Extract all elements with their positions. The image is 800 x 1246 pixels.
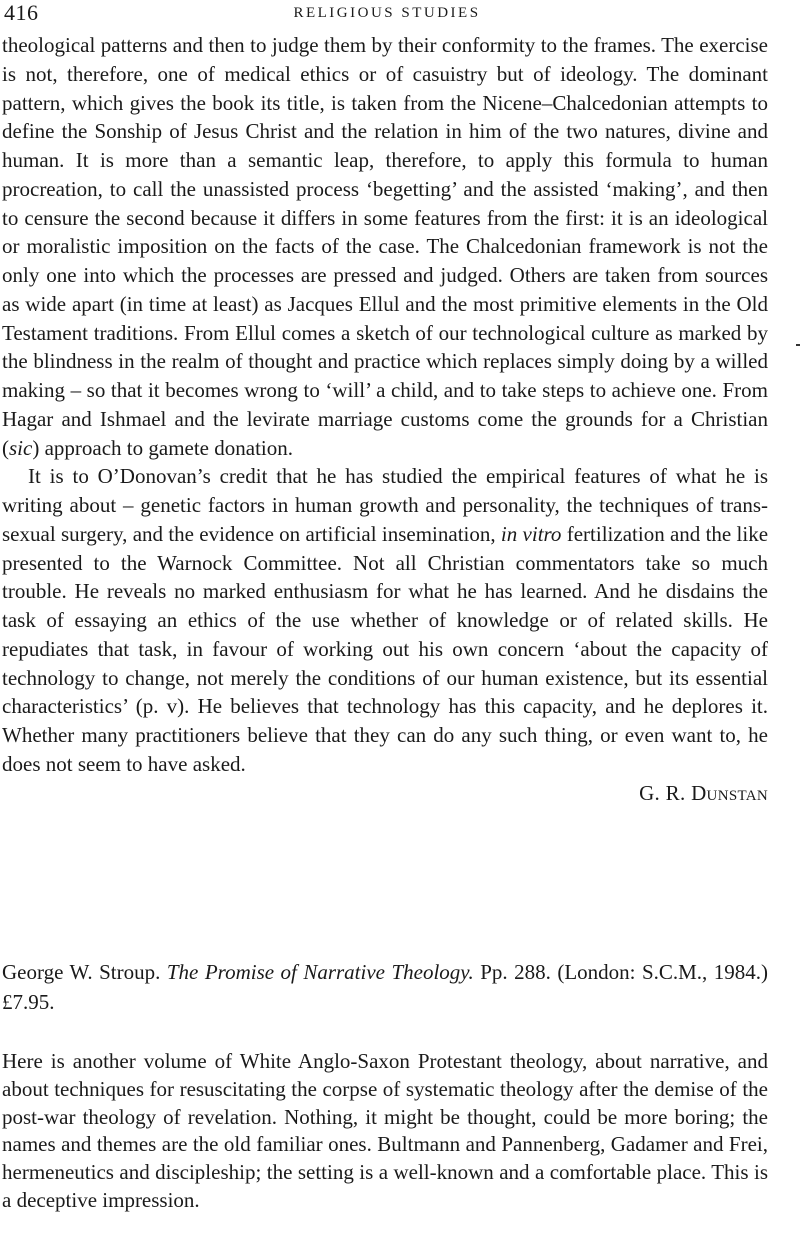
sic-italic: sic: [9, 435, 33, 460]
page-number: 416: [4, 0, 39, 25]
paragraph-text-rest: fertilization and the like presented to the Warnock Committee. Not all Christian commentators take so much trouble. He reveals no marked enthusiasm for what he has learned. And he disdains the task of essaying an ethics of the use whether of knowledge or of related skills. He repudiates that task, in favour of working out his own concern ‘about the capacity of technology to change, not merely the conditions of our human existence, but its essential characteristics’ (p. v). He believes that technology has this capacity, and he deplores it. Whether many practitioners believe that they can do any such thing, or even want to, he does not seem to have asked.: [2, 521, 769, 776]
running-head: [2, 0, 772, 26]
review-continued: [2, 31, 768, 807]
review-paragraph: [2, 462, 768, 778]
paragraph-text: It is to O’Donovan’s credit that he has studied the empirical features of what he is writing about – genetic factors in human growth and personality, the techniques of trans-sexual surgery, and the evidence on artificial insemination,: [2, 464, 768, 546]
in-vitro-italic: in vitro: [500, 521, 562, 546]
reviewer-signature: [2, 779, 768, 808]
review-body: [2, 1048, 768, 1215]
review-paragraph: theological patterns and then to judge them by their conformity to the frames. The exercise is not, therefore, one of medical ethics or of casuistry but of ideology. The dominant pattern, which gives the book its title, is taken from the Nicene–Chalcedonian attempts to define the Sonship of Jesus Christ and the relation in him of the two natures, divine and human. It is more than a semantic leap, therefore, to apply this formula to human procreation, to call the unassisted process ‘begetting’ and the assisted ‘making’, and then to censure the second because it differs in some features from the first: it is an ideological or moralistic imposition on the facts of the case. The Chalcedonian framework is not the only one into which the processes are pressed and judged. Others are taken from sources as wide apart (in time at least) as Jacques Ellul and the most primitive elements in the Old Testament traditions. From Ellul comes a sketch of our technological culture as marked by the blindness in the realm of thought and practice which replaces simply doing by a willed making – so that it becomes wrong to ‘will’ a child, and to take steps to achieve one. From Hagar and Ishmael and the levirate marriage customs come the grounds for a Christian (sic) approach to gamete donation.: [2, 33, 768, 460]
reviewer-surname: Dunstan: [691, 780, 768, 805]
book-title: The Promise of Narrative Theology.: [166, 960, 474, 984]
review-paragraph: Here is another volume of White Anglo-Saxon Protestant theology, about narrative, and about techniques for resuscitating the corpse of systematic theology after the demise of the post-war theology of revelation. Nothing, it might be thought, could be more boring; the names and themes are the old familiar ones. Bultmann and Pannenberg, Gadamer and Frei, hermeneutics and discipleship; the setting is a well-known and a comfortable place. This is a deceptive impression.: [2, 1049, 768, 1212]
citation-line: [2, 957, 768, 1017]
book-author: George W. Stroup.: [2, 960, 161, 984]
paragraph-text-end: approach to gamete donation.: [44, 435, 293, 460]
reviewer-initials: G. R.: [639, 780, 686, 805]
journal-title: RELIGIOUS STUDIES: [293, 5, 481, 21]
book-citation: [2, 957, 768, 1017]
paragraph-text: theological patterns and then to judge them by their conformity to the frames. The exercise is not, therefore, one of medical ethics or of casuistry but of ideology. The dominant pattern, which gives the book its title, is taken from the Nicene–Chalcedonian attempts to define the Sonship of Jesus Christ and the relation in him of the two natures, divine and human. It is more than a semantic leap, therefore, to apply this formula to human procreation, to call the unassisted process ‘begetting’ and the assisted ‘making’, and then to censure the second because it differs in some features from the first: it is an ideological or moralistic imposition on the facts of the case. The Chalcedonian framework is not the only one into which the processes are pressed and judged. Others are taken from sources as wide apart (in time at least) as Jacques Ellul and the most primitive elements in the Old Testament traditions. From Ellul comes a sketch of our technological culture as marked by the blindness in the realm of thought and practice which replaces simply doing by a willed making – so that it becomes wrong to ‘will’ a child, and to take steps to achieve one. From Hagar and Ishmael and the levirate marriage customs come the grounds for a Christian: [2, 33, 768, 431]
margin-mark: [796, 344, 800, 346]
book-details: Pp. 288. (London: S.C.M., 1984.) £7.95.: [2, 960, 769, 1014]
